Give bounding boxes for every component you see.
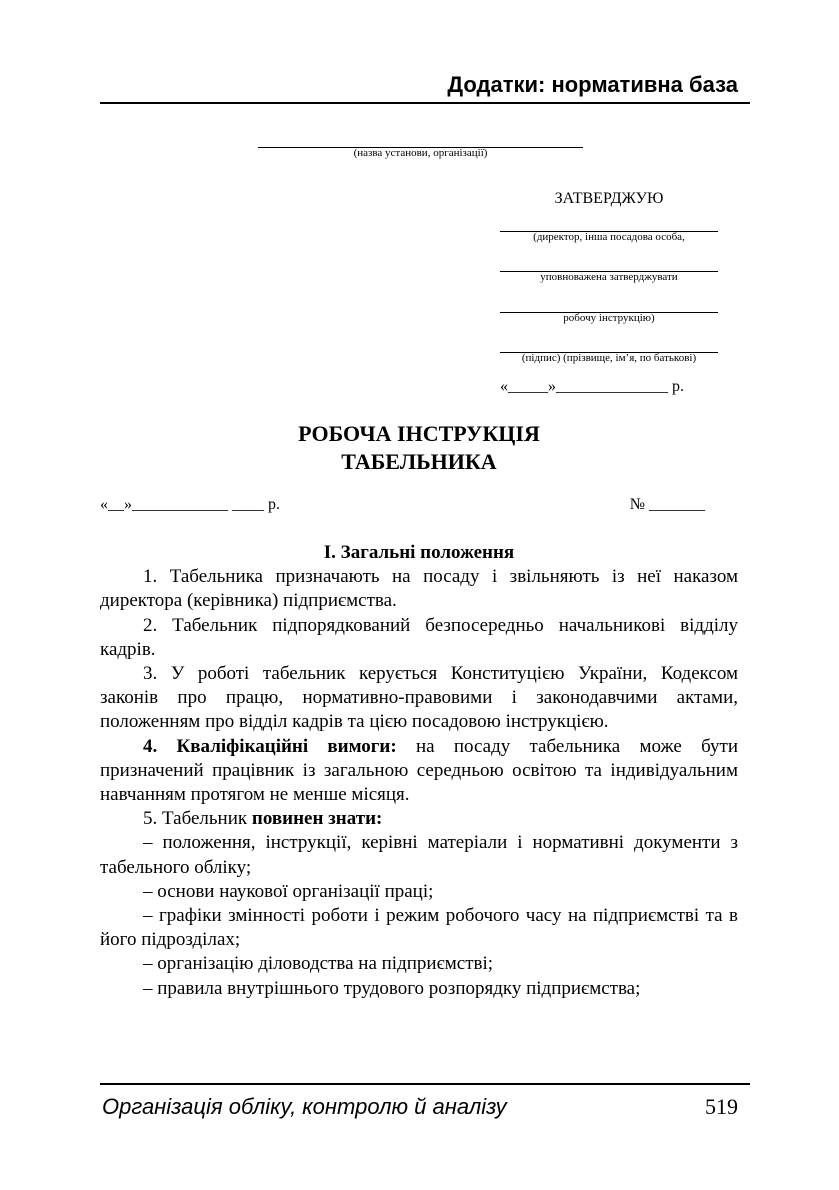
- approver-caption-3: робочу інструкцію): [563, 312, 655, 324]
- org-name-caption: (назва установи, організації): [353, 147, 488, 159]
- document-title-line-2: ТАБЕЛЬНИКА: [341, 449, 497, 474]
- qualification-label: 4. Кваліфікаційні вимоги:: [143, 735, 397, 757]
- approver-caption-1: (директор, інша посадова особа,: [533, 231, 685, 243]
- footer-divider: [100, 1083, 750, 1085]
- document-date: «__»____________ ____ р.: [100, 496, 280, 513]
- qualification-text: на посаду табельника може бути призначений працівник із загальною середньою освітою та індивідуальним навчанням протягом не менше місяця.: [100, 735, 738, 806]
- document-meta-row: [100, 496, 705, 514]
- paragraph-3: 3. У роботі табельник керується Конституцією України, Кодексом законів про працю, нормативно-правовими і законодавчими актами, положенням про відділ кадрів та цією посадовою інструкцією.: [100, 663, 738, 733]
- list-item: – положення, інструкції, керівні матеріали і нормативні документи з табельного обліку;: [100, 832, 738, 878]
- list-item: – правила внутрішнього трудового розпорядку підприємства;: [143, 977, 641, 999]
- header-divider: [100, 102, 750, 104]
- approver-caption-4: (підпис) (прізвище, ім’я, по батькові): [521, 352, 697, 364]
- page-number: 519: [705, 1094, 738, 1119]
- document-title-line-1: РОБОЧА ІНСТРУКЦІЯ: [298, 421, 540, 446]
- section-heading: І. Загальні положення: [323, 542, 515, 563]
- approval-date: «_____»______________ р.: [500, 378, 684, 395]
- list-item: – графіки змінності роботи і режим робочого часу на підприємстві та в його підрозділах;: [100, 905, 738, 951]
- running-footer: Організація обліку, контролю й аналізу: [102, 1094, 507, 1119]
- paragraph-1: 1. Табельника призначають на посаду і звільняють із неї наказом директора (керівника) підприємства.: [100, 566, 738, 612]
- approve-label: ЗАТВЕРДЖУЮ: [554, 190, 664, 207]
- list-item: – основи наукової організації праці;: [143, 880, 434, 902]
- knowledge-label: повинен знати:: [251, 808, 383, 830]
- document-body: [100, 541, 738, 1001]
- paragraph-5: [100, 807, 738, 831]
- document-title: [100, 420, 738, 476]
- list-item: – організацію діловодства на підприємстві;: [143, 953, 494, 975]
- knowledge-intro: 5. Табельник: [143, 808, 252, 830]
- approver-caption-2: уповноважена затверджувати: [540, 271, 678, 283]
- document-number: № _______: [629, 496, 705, 513]
- running-header: Додатки: нормативна база: [447, 72, 738, 97]
- paragraph-2: 2. Табельник підпорядкований безпосередньо начальникові відділу кадрів.: [100, 614, 738, 660]
- paragraph-4: [100, 735, 738, 808]
